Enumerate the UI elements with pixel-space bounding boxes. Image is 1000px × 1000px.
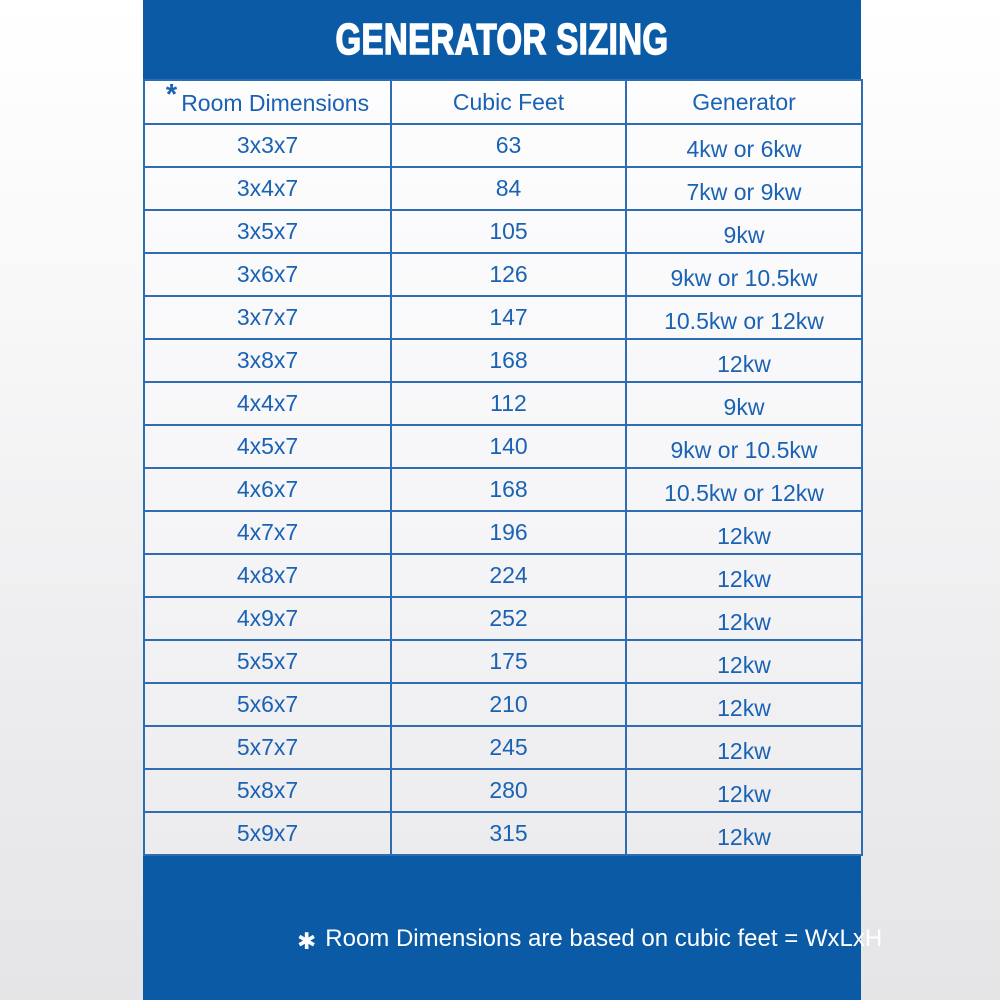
cell-cubic-feet (391, 468, 626, 511)
generator-sizing-panel (143, 0, 883, 1000)
cell-text: 245 (489, 734, 528, 760)
cell-text: 3x5x7 (236, 218, 299, 244)
footnote-asterisk-icon: ✱ (297, 928, 317, 954)
cell-cubic-feet (391, 726, 626, 769)
cell-text: 4x8x7 (236, 562, 299, 588)
cell-text: 12kw (717, 652, 771, 678)
table-row (144, 812, 862, 855)
table-row (144, 339, 862, 382)
cell-text: 252 (489, 605, 528, 631)
cell-cubic-feet (391, 210, 626, 253)
cell-room-dimensions (144, 468, 391, 511)
cell-room-dimensions (144, 167, 391, 210)
cell-generator (626, 640, 862, 683)
cell-text: 12kw (717, 781, 771, 807)
cell-text: 126 (489, 261, 528, 287)
cell-text: 147 (489, 304, 528, 330)
cell-text: 5x7x7 (236, 734, 299, 760)
cell-text: 12kw (717, 695, 771, 721)
cell-text: 4x6x7 (236, 476, 299, 502)
cell-text: 168 (489, 476, 528, 502)
table-row (144, 511, 862, 554)
column-header-label: Cubic Feet (452, 88, 565, 115)
table-row (144, 210, 862, 253)
table-row (144, 683, 862, 726)
cell-text: 12kw (717, 523, 771, 549)
cell-text: 4x5x7 (236, 433, 299, 459)
cell-text: 168 (489, 347, 528, 373)
cell-room-dimensions (144, 425, 391, 468)
cell-text: 3x7x7 (236, 304, 299, 330)
cell-text: 3x8x7 (236, 347, 299, 373)
cell-text: 12kw (717, 609, 771, 635)
cell-text: 140 (489, 433, 528, 459)
cell-cubic-feet (391, 597, 626, 640)
cell-cubic-feet (391, 296, 626, 339)
cell-text: 3x4x7 (236, 175, 299, 201)
cell-generator (626, 253, 862, 296)
cell-text: 9kw or 10.5kw (670, 265, 818, 291)
cell-room-dimensions (144, 253, 391, 296)
cell-text: 84 (495, 175, 522, 201)
cell-room-dimensions (144, 382, 391, 425)
cell-room-dimensions (144, 296, 391, 339)
cell-generator (626, 554, 862, 597)
cell-cubic-feet (391, 511, 626, 554)
cell-room-dimensions (144, 554, 391, 597)
table-row (144, 167, 862, 210)
cell-text: 224 (489, 562, 528, 588)
cell-cubic-feet (391, 425, 626, 468)
cell-cubic-feet (391, 554, 626, 597)
table-row (144, 468, 862, 511)
cell-text: 5x5x7 (236, 648, 299, 674)
cell-text: 12kw (717, 824, 771, 850)
table-header-row (144, 80, 862, 124)
cell-generator (626, 296, 862, 339)
cell-text: 10.5kw or 12kw (664, 480, 824, 506)
column-header-label: Room Dimensions (181, 89, 370, 116)
table-row (144, 640, 862, 683)
cell-text: 175 (489, 648, 528, 674)
cell-text: 4kw or 6kw (686, 136, 802, 162)
asterisk-mark: * (165, 80, 178, 111)
column-header-room-dimensions (144, 80, 391, 124)
cell-generator (626, 683, 862, 726)
cell-text: 112 (490, 390, 527, 416)
table-row (144, 296, 862, 339)
table-row (144, 597, 862, 640)
cell-room-dimensions (144, 726, 391, 769)
cell-text: 12kw (717, 351, 771, 377)
table-row (144, 425, 862, 468)
cell-cubic-feet (391, 769, 626, 812)
cell-room-dimensions (144, 339, 391, 382)
cell-room-dimensions (144, 812, 391, 855)
cell-cubic-feet (391, 812, 626, 855)
cell-text: 5x6x7 (236, 691, 299, 717)
table-row (144, 124, 862, 167)
cell-cubic-feet (391, 124, 626, 167)
column-header-label: Generator (692, 88, 796, 115)
cell-cubic-feet (391, 167, 626, 210)
cell-room-dimensions (144, 640, 391, 683)
cell-room-dimensions (144, 597, 391, 640)
cell-text: 9kw or 10.5kw (670, 437, 818, 463)
table-row (144, 253, 862, 296)
cell-generator (626, 210, 862, 253)
cell-generator (626, 425, 862, 468)
cell-generator (626, 382, 862, 425)
cell-cubic-feet (391, 640, 626, 683)
table-row (144, 554, 862, 597)
table-body (144, 124, 862, 855)
cell-text: 315 (489, 820, 528, 846)
title-bar (143, 0, 861, 79)
cell-generator (626, 339, 862, 382)
cell-text: 280 (489, 777, 528, 803)
cell-generator (626, 726, 862, 769)
cell-cubic-feet (391, 253, 626, 296)
cell-cubic-feet (391, 683, 626, 726)
cell-text: 105 (489, 218, 528, 244)
cell-text: 3x6x7 (236, 261, 299, 287)
footnote-text: Room Dimensions are based on cubic feet = WxLxH (325, 925, 883, 952)
cell-room-dimensions (144, 683, 391, 726)
cell-generator (626, 124, 862, 167)
cell-generator (626, 468, 862, 511)
cell-text: 63 (495, 132, 522, 158)
cell-text: 5x9x7 (236, 820, 299, 846)
cell-text: 10.5kw or 12kw (664, 308, 824, 334)
cell-text: 12kw (717, 738, 771, 764)
cell-text: 7kw or 9kw (686, 179, 802, 205)
cell-generator (626, 812, 862, 855)
cell-text: 196 (489, 519, 528, 545)
cell-generator (626, 769, 862, 812)
cell-room-dimensions (144, 210, 391, 253)
page-title: GENERATOR SIZING (335, 14, 669, 64)
cell-generator (626, 167, 862, 210)
cell-text: 3x3x7 (236, 132, 299, 158)
cell-room-dimensions (144, 124, 391, 167)
cell-text: 4x7x7 (236, 519, 299, 545)
cell-text: 4x4x7 (236, 390, 299, 416)
footer-note (297, 925, 882, 953)
cell-text: 9kw (723, 394, 765, 420)
cell-text: 210 (489, 691, 528, 717)
cell-text: 9kw (723, 222, 765, 248)
column-header-generator (626, 80, 862, 124)
table-row (144, 726, 862, 769)
sizing-table (143, 79, 863, 856)
table-row (144, 769, 862, 812)
cell-text: 5x8x7 (236, 777, 299, 803)
cell-room-dimensions (144, 769, 391, 812)
column-header-cubic-feet (391, 80, 626, 124)
cell-cubic-feet (391, 339, 626, 382)
table-row (144, 382, 862, 425)
cell-cubic-feet (391, 382, 626, 425)
cell-generator (626, 597, 862, 640)
cell-generator (626, 511, 862, 554)
cell-room-dimensions (144, 511, 391, 554)
cell-text: 4x9x7 (236, 605, 299, 631)
cell-text: 12kw (717, 566, 771, 592)
